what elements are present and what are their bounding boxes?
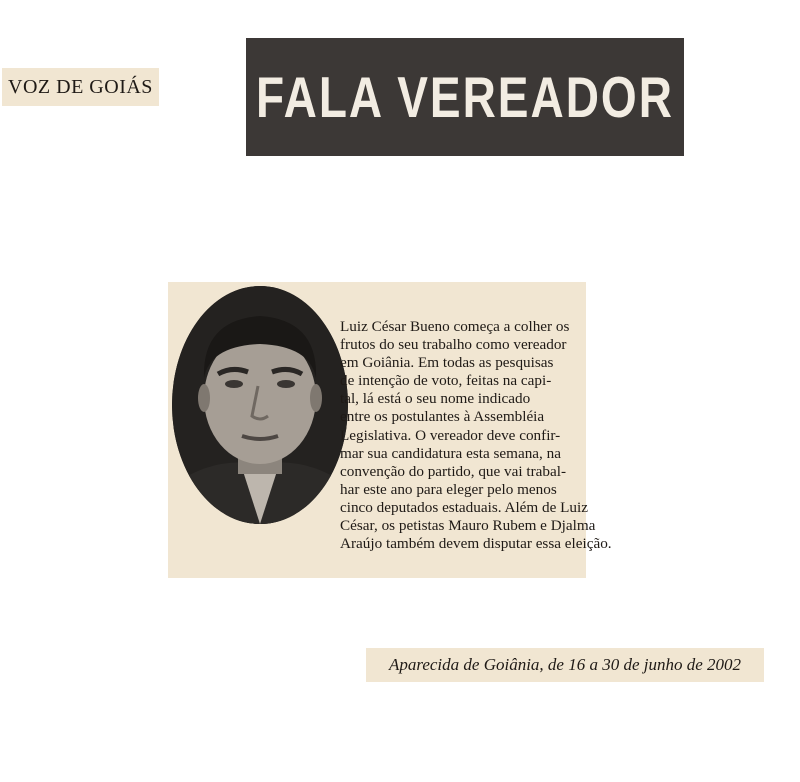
article-line: har este ano para eleger pelo menos bbox=[340, 480, 557, 498]
dateline: Aparecida de Goiânia, de 16 a 30 de junho de 2002 bbox=[366, 648, 764, 682]
article-line: cinco deputados estaduais. Além de Luiz bbox=[340, 498, 588, 516]
article-line: Legislativa. O vereador deve confir- bbox=[340, 426, 561, 444]
article-line: mar sua candidatura esta semana, na bbox=[340, 444, 561, 462]
source-tag: VOZ DE GOIÁS bbox=[2, 68, 159, 106]
article-line: Araújo também devem disputar essa eleição. bbox=[340, 535, 612, 553]
article-body bbox=[340, 318, 612, 553]
portrait-image bbox=[172, 286, 348, 524]
portrait-photo bbox=[172, 286, 348, 524]
article-line: tal, lá está o seu nome indicado bbox=[340, 390, 531, 408]
article-line: frutos do seu trabalho como vereador bbox=[340, 336, 567, 354]
article-line: convenção do partido, que vai trabal- bbox=[340, 462, 567, 480]
banner-title: FALA VEREADOR bbox=[256, 64, 674, 130]
banner bbox=[246, 38, 684, 156]
article-line: de intenção de voto, feitas na capi- bbox=[340, 372, 552, 390]
article-line: Luiz César Bueno começa a colher os bbox=[340, 318, 570, 335]
article-line: César, os petistas Mauro Rubem e Djalma bbox=[340, 517, 596, 535]
article-line: em Goiânia. Em todas as pesquisas bbox=[340, 354, 554, 372]
article-line: entre os postulantes à Assembléia bbox=[340, 408, 545, 426]
